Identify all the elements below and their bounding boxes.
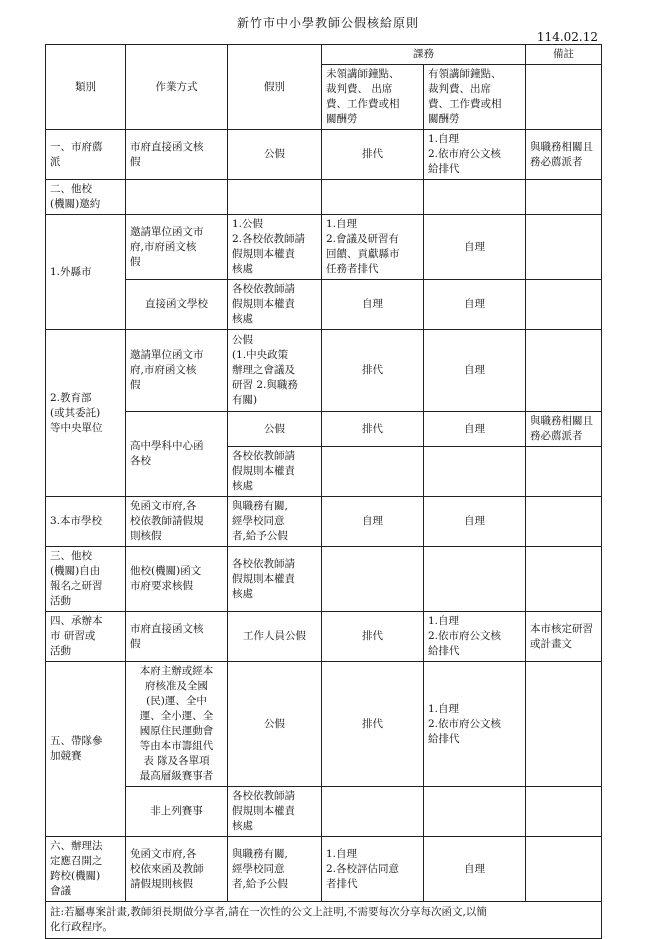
table-row xyxy=(46,180,602,215)
header-duty-paid: 有領講師鐘點、 裁判費、出席 費、工作費或相 關酬勞 xyxy=(424,65,526,130)
method-cell: 邀請單位函文市 府,市府函文核 假 xyxy=(126,215,228,280)
table-row xyxy=(46,412,602,447)
category-cell: 三、他校 (機關)自由 報名之研習 活動 xyxy=(46,547,126,612)
category-cell: 六、辦理法 定應召開之 跨校(機關) 會議 xyxy=(46,837,126,902)
table-row xyxy=(46,497,602,547)
duty-paid-cell: 1.自理 2.依市府公文核 給排代 xyxy=(424,130,526,180)
leave-cell: 各校依教師請 假規則本權責 核處 xyxy=(228,280,322,330)
table-row xyxy=(46,130,602,180)
duty-unpaid-cell: 1.自理 2.會議及研習有 回饋、貢獻縣市 任務者排代 xyxy=(322,215,424,280)
remark-cell xyxy=(526,447,602,497)
document-date: 114.02.12 xyxy=(536,30,598,44)
remark-cell xyxy=(526,215,602,280)
table-row xyxy=(46,612,602,662)
remark-cell: 本市核定研習 或計畫文 xyxy=(526,612,602,662)
duty-paid-cell: 自理 xyxy=(424,280,526,330)
header-duty: 課務 xyxy=(322,45,526,65)
table-row xyxy=(46,902,602,939)
duty-unpaid-cell: 1.自理 2.各校評估同意 者排代 xyxy=(322,837,424,902)
remark-cell xyxy=(526,547,602,612)
remark-cell xyxy=(526,330,602,412)
leave-cell: 各校依教師請 假規則本權責 核處 xyxy=(228,787,322,837)
method-cell: 免函文市府,各 校依來函及教師 請假規則核假 xyxy=(126,837,228,902)
table-row xyxy=(46,662,602,787)
duty-paid-cell: 自理 xyxy=(424,412,526,447)
table-row xyxy=(46,215,602,280)
header-method: 作業方式 xyxy=(126,45,228,130)
duty-paid-cell: 自理 xyxy=(424,330,526,412)
header-category: 類別 xyxy=(46,45,126,130)
leave-cell: 各校依教師請 假規則本權責 核處 xyxy=(228,547,322,612)
table-row xyxy=(46,837,602,902)
leave-cell: 公假 xyxy=(228,662,322,787)
duty-unpaid-cell: 排代 xyxy=(322,662,424,787)
method-cell: 本府主辦或經本 府核准及全國 (民)運、全中 運、全小運、全 國原住民運動會 等由本市籌組代 表 隊及各單項 最高層級賽事者 xyxy=(126,662,228,787)
method-cell xyxy=(126,180,228,215)
header-remark-blank xyxy=(526,65,602,130)
duty-unpaid-cell: 排代 xyxy=(322,330,424,412)
document-title: 新竹市中小學教師公假核給原則 xyxy=(236,16,419,30)
header-duty-unpaid: 未領講師鐘點、 裁判費、 出席 費、工作費或相 關酬勞 xyxy=(322,65,424,130)
leave-cell: 公假 (1.中央政策 辦理之會議及 研習 2.與職務 有關) xyxy=(228,330,322,412)
leave-cell: 各校依教師請 假規則本權責 核處 xyxy=(228,447,322,497)
duty-unpaid-cell: 自理 xyxy=(322,497,424,547)
method-cell: 市府直接函文核 假 xyxy=(126,612,228,662)
duty-paid-cell: 1.自理 2.依市府公文核 給排代 xyxy=(424,612,526,662)
table-row xyxy=(46,547,602,612)
category-cell: 3.本市學校 xyxy=(46,497,126,547)
category-cell: 一、市府薦 派 xyxy=(46,130,126,180)
method-cell: 免函文市府,各 校依教師請假規 則核假 xyxy=(126,497,228,547)
duty-unpaid-cell: 排代 xyxy=(322,412,424,447)
method-cell: 高中學科中心函 各校 xyxy=(126,412,228,497)
table-row xyxy=(46,787,602,837)
table-row xyxy=(46,330,602,412)
duty-paid-cell xyxy=(424,787,526,837)
leave-cell xyxy=(228,180,322,215)
duty-unpaid-cell xyxy=(322,180,424,215)
remark-cell xyxy=(526,787,602,837)
duty-paid-cell xyxy=(424,447,526,497)
duty-paid-cell: 自理 xyxy=(424,215,526,280)
remark-cell xyxy=(526,497,602,547)
leave-cell: 與職務有關, 經學校同意 者,給予公假 xyxy=(228,497,322,547)
duty-unpaid-cell: 排代 xyxy=(322,130,424,180)
remark-cell: 與職務相關且 務必薦派者 xyxy=(526,412,602,447)
duty-unpaid-cell: 自理 xyxy=(322,280,424,330)
method-cell: 直接函文學校 xyxy=(126,280,228,330)
leave-cell: 公假 xyxy=(228,412,322,447)
duty-paid-cell: 自理 xyxy=(424,837,526,902)
leave-cell: 1.公假 2.各校依教師請 假規則本權責 核處 xyxy=(228,215,322,280)
duty-unpaid-cell: 排代 xyxy=(322,612,424,662)
header-leave: 假別 xyxy=(228,45,322,130)
method-cell: 邀請單位函文市 府,市府函文核 假 xyxy=(126,330,228,412)
leave-cell: 公假 xyxy=(228,130,322,180)
remark-cell xyxy=(526,280,602,330)
method-cell: 市府直接函文核 假 xyxy=(126,130,228,180)
category-cell: 四、承辦本 市 研習或 活動 xyxy=(46,612,126,662)
duty-paid-cell: 1.自理 2.依市府公文核 給排代 xyxy=(424,662,526,787)
category-cell: 五、帶隊參 加競賽 xyxy=(46,662,126,837)
remark-cell xyxy=(526,662,602,787)
duty-paid-cell: 自理 xyxy=(424,497,526,547)
duty-paid-cell xyxy=(424,180,526,215)
category-cell: 二、他校 (機關)邀約 xyxy=(46,180,126,215)
table-row xyxy=(46,280,602,330)
remark-cell xyxy=(526,837,602,902)
duty-unpaid-cell xyxy=(322,447,424,497)
header-remark: 備註 xyxy=(526,45,602,65)
footnote: 註:若屬專案計畫,教師須長期做分享者,請在一次性的公文上註明,不需要每次分享每次函文,以簡 化行政程序。 xyxy=(46,902,602,939)
duty-unpaid-cell xyxy=(322,547,424,612)
category-cell: 1.外縣市 xyxy=(46,215,126,330)
leave-cell: 工作人員公假 xyxy=(228,612,322,662)
remark-cell: 與職務相關且 務必薦派者 xyxy=(526,130,602,180)
remark-cell xyxy=(526,180,602,215)
category-cell: 2.教育部 (或其委託) 等中央單位 xyxy=(46,330,126,497)
method-cell: 他校(機關)函文 市府要求核假 xyxy=(126,547,228,612)
duty-paid-cell xyxy=(424,547,526,612)
leave-rules-table xyxy=(45,44,602,939)
leave-cell: 與職務有關, 經學校同意 者,給予公假 xyxy=(228,837,322,902)
method-cell: 非上列賽事 xyxy=(126,787,228,837)
duty-unpaid-cell xyxy=(322,787,424,837)
